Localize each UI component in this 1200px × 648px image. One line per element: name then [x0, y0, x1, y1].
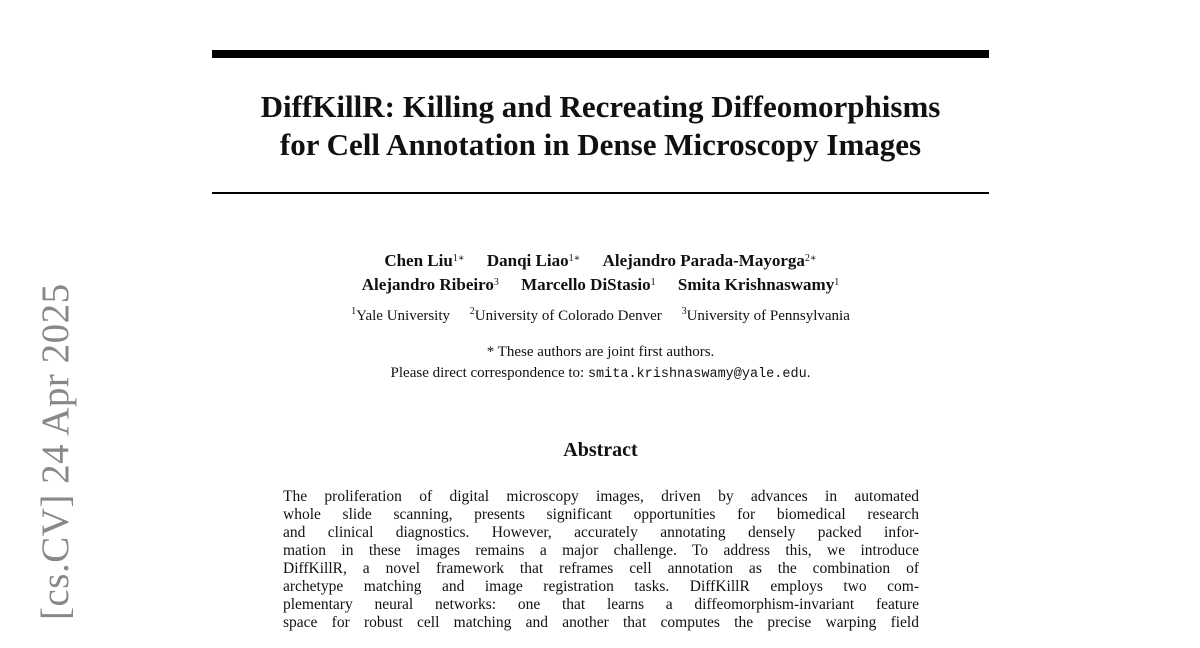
author: Alejandro Ribeiro$^3$: [361, 275, 499, 294]
affiliation: $^3$University of Pennsylvania: [681, 306, 850, 324]
author-notes: [212, 342, 989, 385]
author: Danqi Liao$^{1∗}$: [486, 251, 581, 270]
title-rule: [212, 192, 989, 194]
affiliation: $^1$Yale University: [351, 306, 451, 324]
top-rule: [212, 50, 989, 58]
title-line-2: for Cell Annotation in Dense Microscopy Images: [279, 127, 922, 162]
author: Alejandro Parada-Mayorga$^{2∗}$: [602, 251, 817, 270]
correspondence-note: Please direct correspondence to: smita.krishnaswamy@yale.edu.: [390, 365, 811, 382]
author: Chen Liu$^{1∗}$: [384, 251, 465, 270]
author: Marcello DiStasio$^1$: [521, 275, 656, 294]
author-line-1: [212, 249, 989, 273]
author: Smita Krishnaswamy$^1$: [677, 275, 840, 294]
abstract-line: archetype matching and image registration tasks. DiffKillR employs two com-: [283, 578, 919, 595]
abstract-body: [283, 488, 919, 632]
abstract-line: plementary neural networks: one that learns a diffeomorphism-invariant feature: [283, 596, 919, 613]
affiliation: $^2$University of Colorado Denver: [469, 306, 662, 324]
abstract-line: and clinical diagnostics. However, accurately annotating densely packed infor-: [283, 524, 919, 541]
arxiv-side-stamp: [cs.CV] 24 Apr 2025: [34, 283, 77, 620]
author-line-2: [212, 273, 989, 297]
title-line-1: DiffKillR: Killing and Recreating Diffeomorphisms: [260, 89, 941, 124]
abstract-line: DiffKillR, a novel framework that reframes cell annotation as the combination of: [283, 560, 919, 577]
joint-first-note: * These authors are joint first authors.: [486, 344, 715, 360]
abstract-line: space for robust cell matching and another that computes the precise warping field: [283, 614, 919, 631]
abstract-heading: Abstract: [563, 439, 638, 461]
paper-title: [212, 88, 989, 164]
correspondence-email[interactable]: smita.krishnaswamy@yale.edu: [587, 367, 807, 382]
affiliations: [212, 308, 989, 325]
abstract-line: whole slide scanning, presents significant opportunities for biomedical research: [283, 506, 919, 523]
author-list: [212, 249, 989, 297]
abstract-line: mation in these images remains a major challenge. To address this, we introduce: [283, 542, 919, 559]
abstract-line: The proliferation of digital microscopy images, driven by advances in automated: [283, 488, 919, 505]
